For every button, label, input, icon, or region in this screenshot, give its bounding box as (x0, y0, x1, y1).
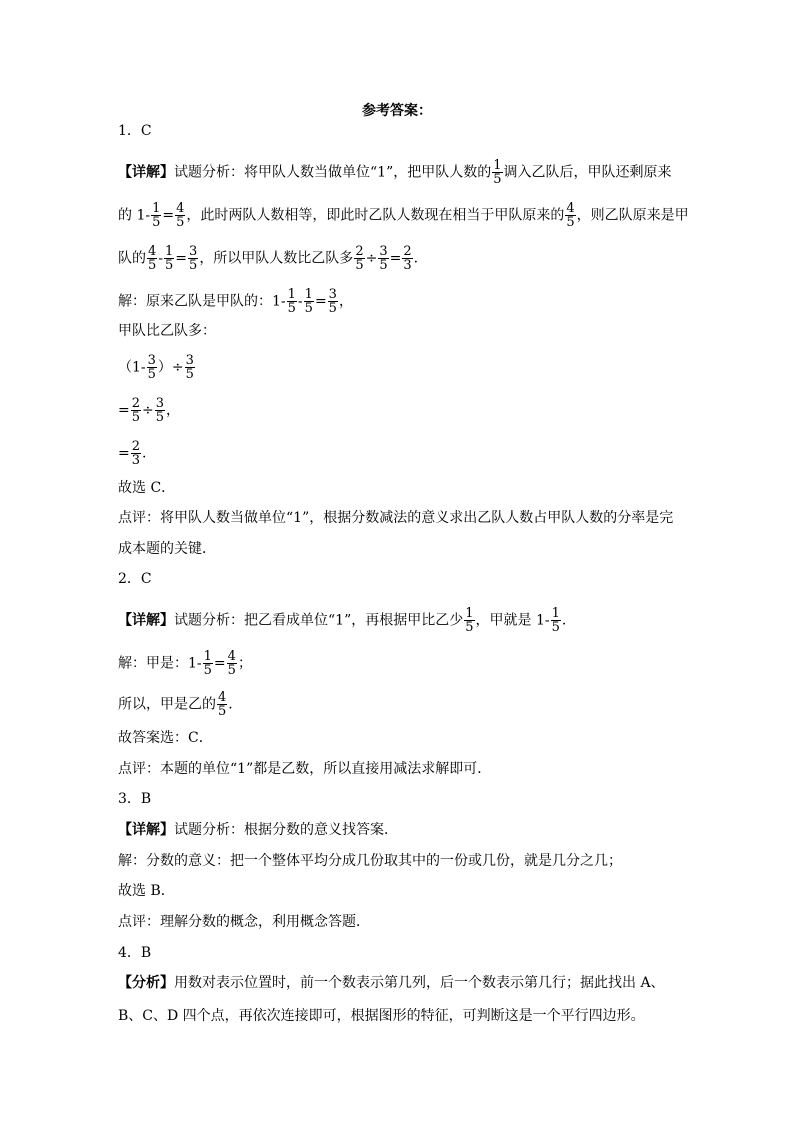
text-run: 试题分析：将甲队人数当做单位“1”，把甲队人数的 (174, 164, 492, 181)
text-run: = (175, 250, 188, 267)
numerator: 1 (287, 287, 296, 302)
q4-analysis-line-2: B、C、D 四个点，再依次连接即可，根据图形的特征，可判断这是一个平行四边形。 (118, 1008, 645, 1024)
fraction (131, 440, 141, 467)
q4-number: 4．B (118, 945, 152, 961)
q4-analysis-line-1 (118, 973, 698, 993)
text-run: . (142, 445, 147, 462)
detail-tag: 【详解】 (118, 164, 174, 181)
fraction (227, 650, 237, 677)
fraction (492, 159, 502, 186)
q2-solution-line-1 (118, 650, 698, 677)
denominator: 3 (131, 453, 141, 468)
fraction (151, 202, 161, 229)
text-run: 试题分析：把乙看成单位“1”，再根据甲比乙少 (174, 612, 464, 629)
denominator: 5 (218, 704, 227, 719)
q3-solution: 解：分数的意义：把一个整体平均分成几份取其中的一份或几份，就是几分之几； (118, 853, 622, 869)
denominator: 5 (566, 215, 575, 230)
denominator: 5 (379, 258, 388, 273)
q1-solution-line-5 (118, 440, 698, 467)
numerator: 3 (328, 287, 337, 302)
denominator: 5 (203, 663, 212, 678)
fraction (185, 354, 195, 381)
q1-solution-line-2: 甲队比乙队多： (118, 323, 216, 339)
text-run: ，甲就是 1- (475, 612, 550, 629)
analysis-tag: 【分析】 (118, 975, 174, 991)
fraction (147, 354, 157, 381)
numerator: 4 (218, 690, 227, 705)
text-run: = (162, 207, 175, 224)
text-run: = (213, 655, 226, 672)
text-run: = (314, 293, 327, 310)
q1-choice: 故选 C． (118, 480, 176, 496)
q2-comment: 点评：本题的单位“1”都是乙数，所以直接用减法求解即可． (118, 761, 492, 777)
denominator: 5 (355, 258, 364, 273)
numerator: 3 (185, 353, 194, 368)
text-run: ， (338, 293, 353, 310)
numerator: 1 (551, 606, 560, 621)
numerator: 1 (203, 649, 212, 664)
fraction (155, 397, 165, 424)
denominator: 5 (176, 215, 185, 230)
text-run: （1- (118, 359, 146, 376)
q3-comment: 点评：理解分数的概念，利用概念答题． (118, 914, 370, 930)
denominator: 5 (147, 367, 156, 382)
fraction (131, 397, 141, 424)
text-run: . (561, 612, 567, 629)
numerator: 2 (403, 244, 412, 259)
fraction (147, 245, 157, 272)
q1-solution-line-4 (118, 397, 698, 424)
fraction (464, 607, 474, 634)
detail-tag: 【详解】 (118, 612, 174, 629)
text-run: = (389, 250, 402, 267)
denominator: 5 (493, 172, 502, 187)
fraction (217, 691, 227, 718)
q2-detail-line-1 (118, 607, 698, 634)
denominator: 5 (328, 301, 337, 316)
numerator: 4 (148, 244, 157, 259)
numerator: 3 (147, 353, 156, 368)
numerator: 1 (465, 606, 474, 621)
text-run: 用数对表示位置时，前一个数表示第几列，后一个数表示第几行；据此找出 A、 (174, 975, 665, 991)
fraction (354, 245, 364, 272)
numerator: 4 (176, 201, 185, 216)
denominator: 5 (304, 301, 313, 316)
numerator: 1 (493, 158, 502, 173)
text-run: = (118, 402, 130, 419)
denominator: 5 (152, 215, 161, 230)
text-run: ， (166, 402, 181, 419)
fraction (378, 245, 388, 272)
denominator: 3 (403, 258, 412, 273)
denominator: 5 (287, 301, 296, 316)
text-run: . (228, 696, 233, 713)
denominator: 5 (465, 620, 474, 635)
denominator: 5 (227, 663, 236, 678)
numerator: 2 (131, 396, 141, 411)
text-run: - (158, 250, 164, 267)
page-title: 参考答案： (362, 103, 432, 119)
q1-solution-line-3 (118, 354, 698, 381)
numerator: 1 (152, 201, 161, 216)
text-run: . (413, 250, 419, 267)
text-run: 试题分析：根据分数的意义找答案． (174, 822, 398, 838)
fraction (304, 288, 314, 315)
text-run: ； (237, 655, 252, 672)
text-run: 解：原来乙队是甲队的：1- (118, 293, 286, 310)
numerator: 4 (566, 201, 575, 216)
fraction (328, 288, 338, 315)
q2-choice: 故答案选：C． (118, 730, 213, 746)
fraction (565, 202, 575, 229)
text-run: ，此时两队人数相等，即此时乙队人数现在相当于甲队原来的 (186, 207, 565, 224)
numerator: 4 (227, 649, 236, 664)
numerator: 3 (379, 244, 388, 259)
text-run: 解：甲是：1- (118, 655, 202, 672)
fraction (287, 288, 297, 315)
q1-detail-line-1 (118, 159, 698, 186)
detail-tag: 【详解】 (118, 822, 174, 838)
text-run: ÷ (365, 250, 378, 267)
fraction (164, 245, 174, 272)
q3-detail-line-1 (118, 820, 698, 840)
text-run: - (297, 293, 303, 310)
q2-number: 2．C (118, 571, 152, 587)
denominator: 5 (155, 410, 165, 425)
denominator: 5 (148, 258, 157, 273)
q1-comment-line-2: 成本题的关键． (118, 541, 216, 557)
text-run: 所以，甲是乙的 (118, 696, 216, 713)
text-run: = (118, 445, 130, 462)
q1-comment-line-1: 点评：将甲队人数当做单位“1”，根据分数减法的意义求出乙队人数占甲队人数的分率是完 (118, 510, 674, 526)
text-run: ，所以甲队人数比乙队多 (199, 250, 354, 267)
q1-solution-line-1 (118, 288, 698, 315)
numerator: 3 (189, 244, 198, 259)
q1-detail-line-3 (118, 245, 698, 272)
fraction (175, 202, 185, 229)
q1-detail-line-2 (118, 202, 698, 229)
denominator: 5 (189, 258, 198, 273)
denominator: 5 (165, 258, 174, 273)
fraction (551, 607, 561, 634)
q1-number: 1．C (118, 123, 152, 139)
text-run: ）÷ (157, 359, 184, 376)
numerator: 2 (355, 244, 364, 259)
fraction (188, 245, 198, 272)
denominator: 5 (551, 620, 560, 635)
text-run: 队的 (118, 250, 146, 267)
text-run: 的 1- (118, 207, 151, 224)
denominator: 5 (185, 367, 194, 382)
numerator: 2 (131, 439, 141, 454)
q2-solution-line-2 (118, 691, 698, 718)
numerator: 1 (165, 244, 174, 259)
fraction (203, 650, 213, 677)
denominator: 5 (131, 410, 141, 425)
numerator: 3 (155, 396, 165, 411)
fraction (402, 245, 412, 272)
q3-number: 3．B (118, 791, 152, 807)
text-run: ，则乙队原来是甲 (576, 207, 689, 224)
numerator: 1 (304, 287, 313, 302)
q3-choice: 故选 B． (118, 883, 175, 899)
text-run: 调入乙队后，甲队还剩原来 (503, 164, 672, 181)
text-run: ÷ (142, 402, 154, 419)
